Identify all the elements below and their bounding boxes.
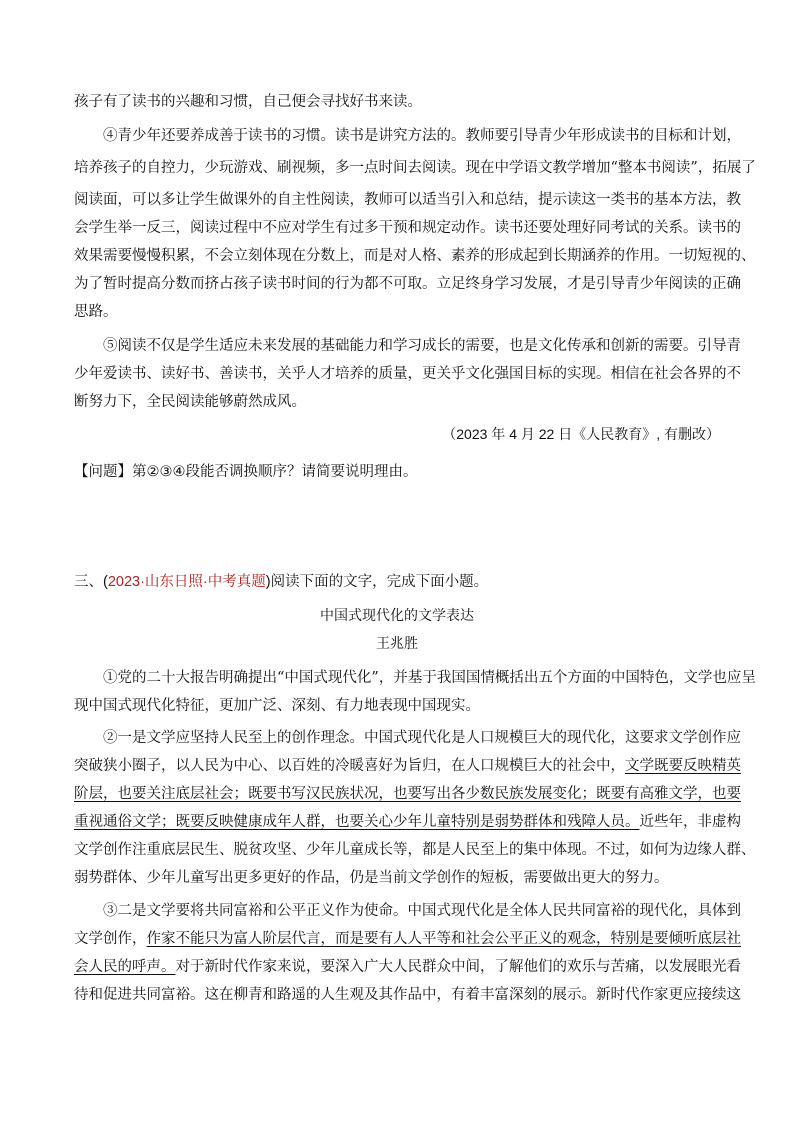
article-paragraph-1	[74, 664, 756, 720]
article-paragraph-3	[74, 897, 741, 1009]
text-line	[74, 925, 741, 953]
text-line: ②一是文学应坚持人民至上的创作理念。中国式现代化是人口规模巨大的现代化，这要求文学创作应	[103, 730, 741, 746]
text-line: 阅读面，可以多让学生做课外的自主性阅读，教师可以适当引入和总结，提示读这一类书的基本方法，教	[74, 192, 741, 208]
text-line	[74, 752, 741, 780]
text-line: 待和促进共同富裕。这在柳青和路遥的人生观及其作品中，有着丰富深刻的展示。新时代作家更应接续这	[74, 987, 741, 1003]
text-line: 弱势群体、少年儿童写出更多更好的作品，仍是当前文学创作的短板，需要做出更大的努力。	[74, 870, 669, 886]
text-line: ①党的二十大报告明确提出“中国式现代化”，并基于我国国情概括出五个方面的中国特色，文学也应呈	[103, 670, 756, 686]
paragraph-5	[74, 332, 741, 416]
text-line: 断努力下，全民阅读能够蔚然成风。	[74, 394, 306, 410]
text-line: 会学生举一反三，阅读过程中不应对学生有过多干预和规定动作。读书还要处理好同考试的关系。读书的	[74, 220, 741, 236]
text-line: 孩子有了读书的兴趣和习惯，自己便会寻找好书来读。	[74, 94, 422, 110]
section-prefix: 三、(	[74, 574, 108, 590]
underlined-segment: 阶层，也要关注底层社会；既要书写汉民族状况，也要写出各少数民族发展变化；既要有高雅文学，也要	[74, 786, 741, 802]
text-line	[74, 808, 741, 836]
text-line: 为了暂时提高分数而挤占孩子读书时间的行为都不可取。立足终身学习发展，才是引导青少年阅读的正确	[74, 276, 741, 292]
article-author: 王兆胜	[376, 636, 418, 652]
underlined-segment: 会人民的呼声。	[74, 959, 176, 975]
text-segment: 突破狭小圈子，以人民为中心、以百姓的冷暖喜好为旨归，在人口规模巨大的社会中，	[74, 758, 625, 774]
paragraph-4	[74, 122, 756, 326]
text-line: ③二是文学要将共同富裕和公平正义作为使命。中国式现代化是全体人民共同富裕的现代化，具体到	[103, 903, 741, 919]
text-line: 文学创作注重底层民生、脱贫攻坚、少年儿童成长等，都是人民至上的集中体现。不过，如何为边缘人群、	[74, 842, 756, 858]
text-line	[74, 953, 741, 981]
text-segment: 近些年，非虚构	[639, 814, 741, 830]
text-line	[74, 780, 741, 808]
text-line: 效果需要慢慢积累，不会立刻体现在分数上，而是对人格、素养的形成起到长期涵养的作用。一切短视的、	[74, 248, 756, 264]
text-line: ④青少年还要养成善于读书的习惯。读书是讲究方法的。教师要引导青少年形成读书的目标和计划，	[103, 128, 741, 144]
underlined-segment: 重视通俗文学；既要反映健康成年人群，也要关心少年儿童特别是弱势群体和残障人员。	[74, 814, 640, 830]
source-citation: （2023 年 4 月 22 日《人民教育》, 有删改）	[442, 426, 720, 442]
text-segment: 文学创作，	[74, 931, 147, 947]
text-segment: 对于新时代作家来说，要深入广大人民群众中间，了解他们的欢乐与苦痛，以发展眼光看	[175, 959, 741, 975]
underlined-segment: 文学既要反映精英	[625, 758, 741, 774]
text-line: 思路。	[74, 304, 118, 320]
question-text: 【问题】第②③④段能否调换顺序？请简要说明理由。	[74, 464, 418, 480]
text-line: 少年爱读书、读好书、善读书，关乎人才培养的质量，更关乎文化强国目标的实现。相信在社会各界的不	[74, 366, 741, 382]
article-title: 中国式现代化的文学表达	[320, 608, 474, 624]
paragraph-continuation	[74, 88, 724, 116]
article-paragraph-2	[74, 724, 756, 892]
text-line: 现中国式现代化特征，更加广泛、深刻、有力地表现中国现实。	[74, 698, 480, 714]
text-line: 培养孩子的自控力，少玩游戏、刷视频，多一点时间去阅读。现在中学语文教学增加“整本书阅读”，拓展了	[74, 160, 756, 176]
section-heading	[74, 571, 488, 593]
underlined-segment: 作家不能只为富人阶层代言，而是要有人人平等和社会公平正义的观念，特别是要倾听底层社	[146, 931, 741, 947]
text-line: ⑤阅读不仅是学生适应未来发展的基础能力和学习成长的需要，也是文化传承和创新的需要。引导青	[103, 338, 741, 354]
exam-source-tag: 2023·山东日照·中考真题	[107, 574, 266, 590]
section-instruction: )阅读下面的文字，完成下面小题。	[265, 574, 489, 590]
